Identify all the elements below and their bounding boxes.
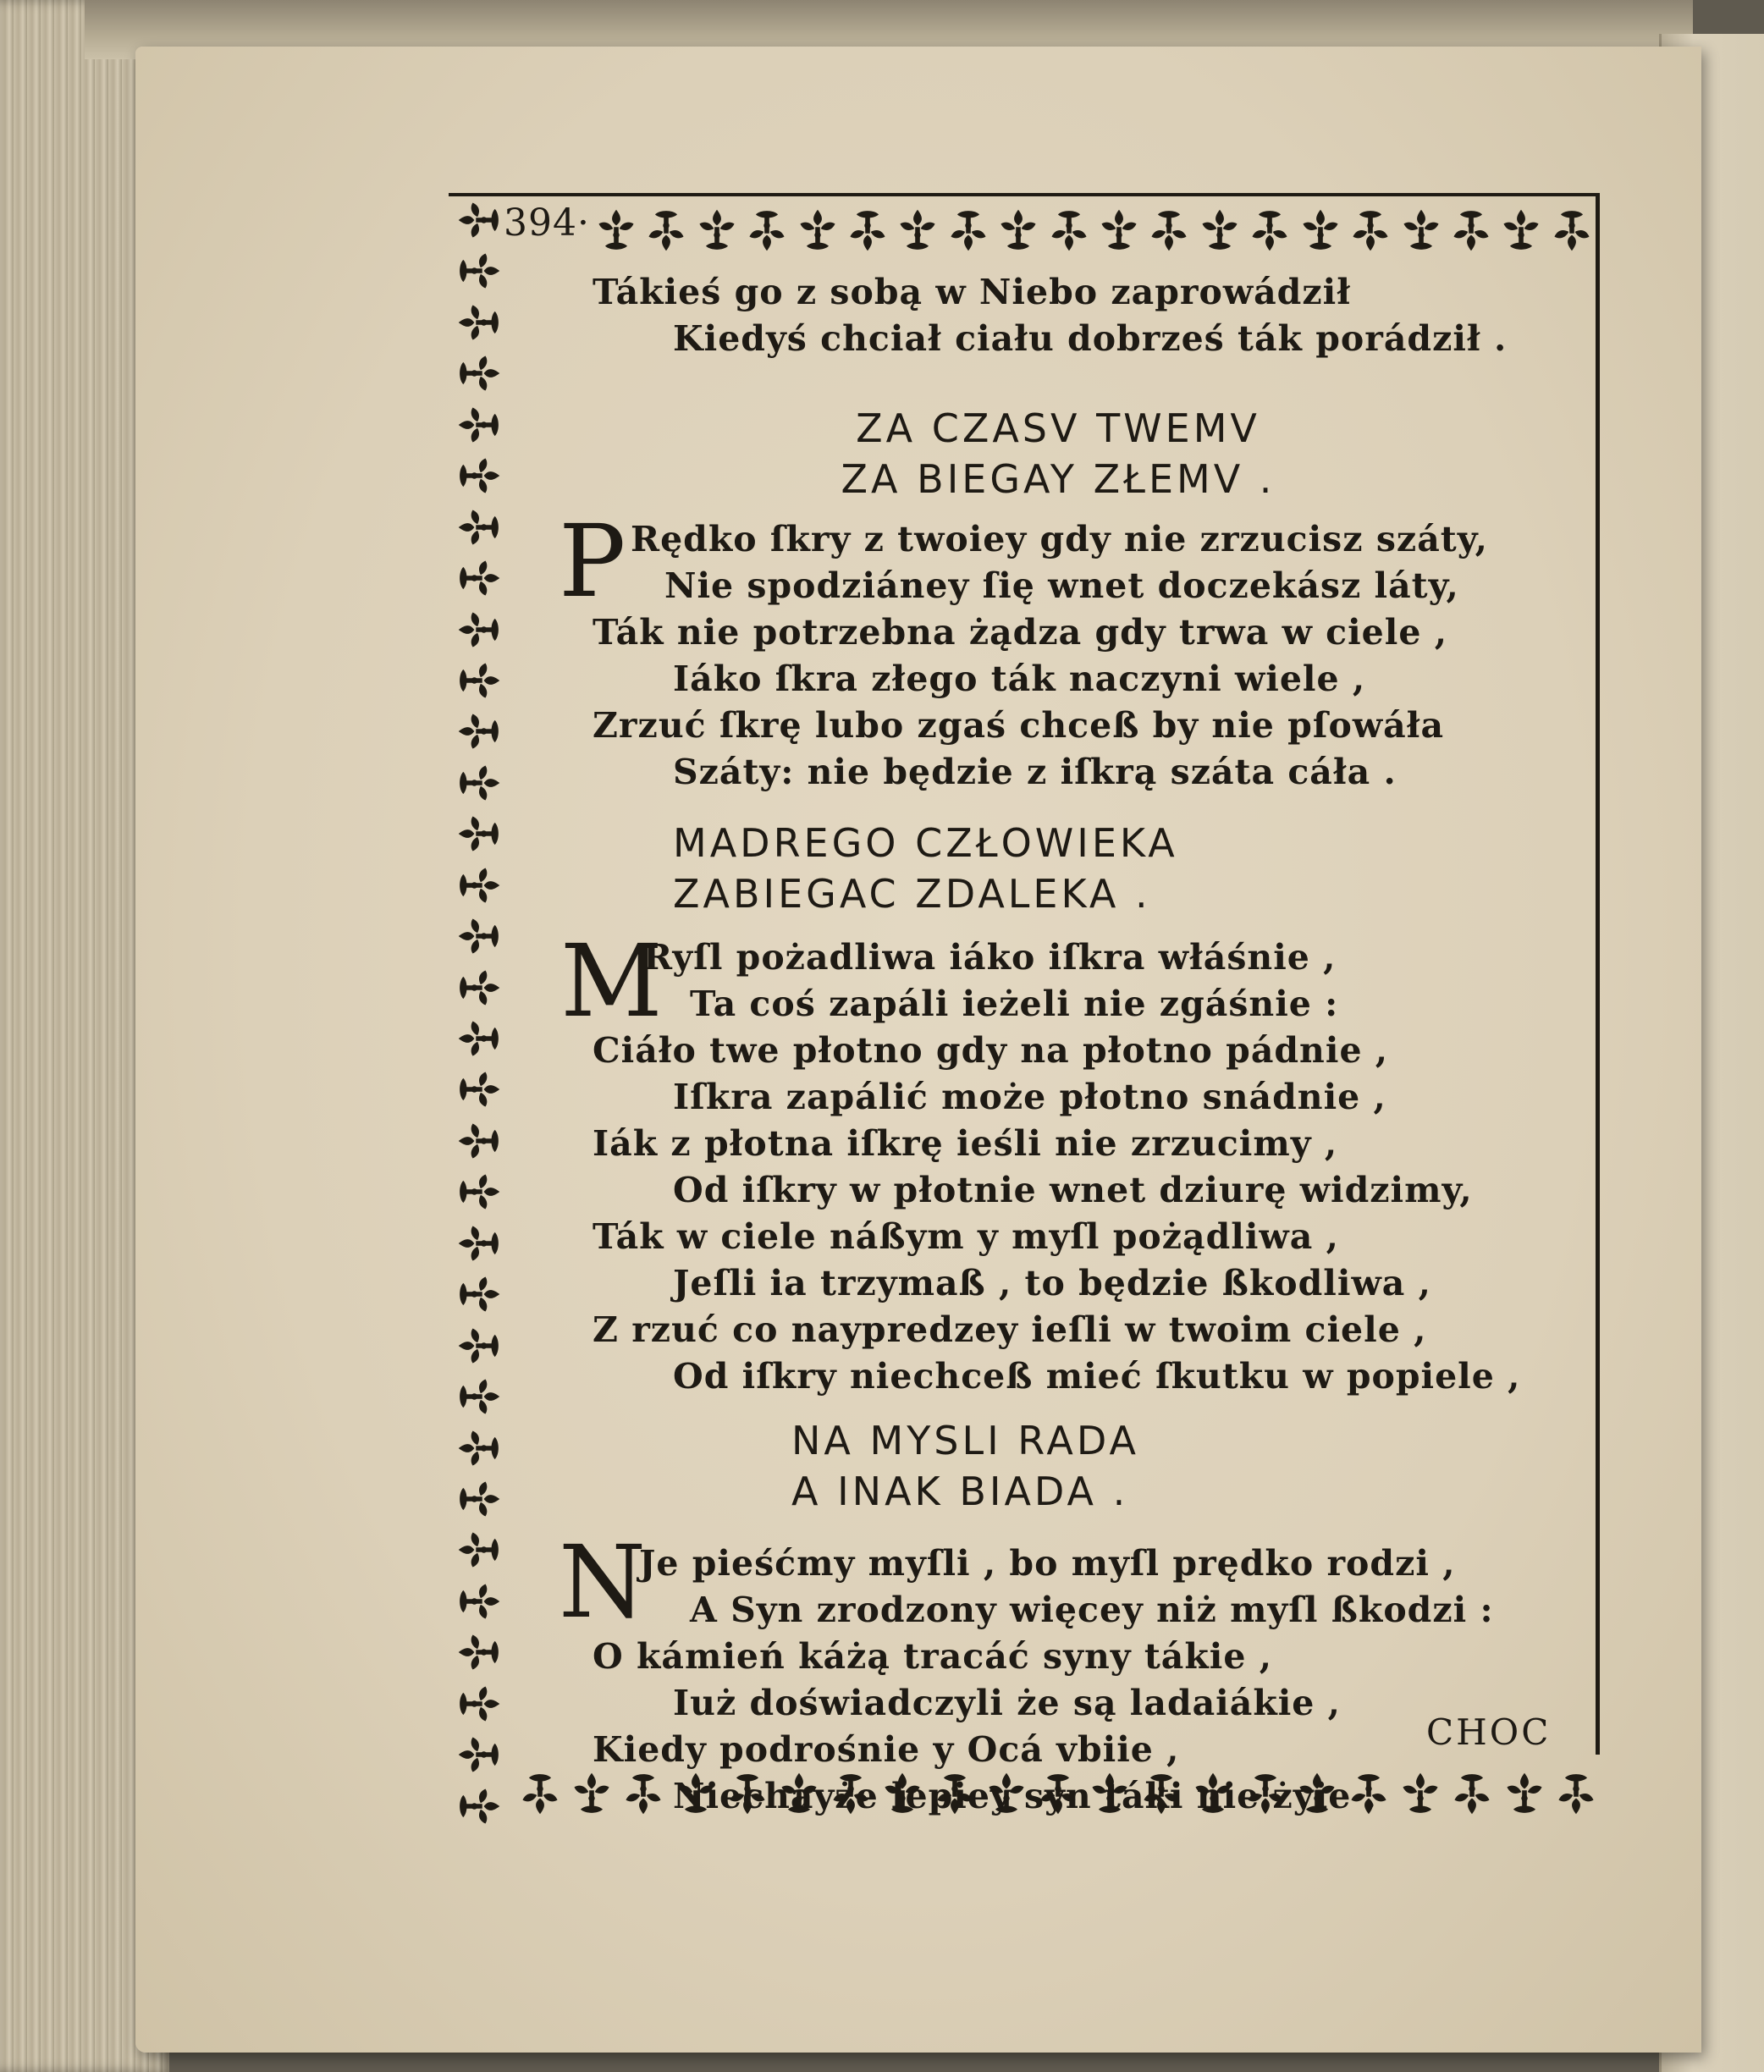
fleuron-icon [1397,207,1445,254]
fleuron-icon [1045,207,1093,254]
fleuron-icon [1297,207,1344,254]
fleuron-icon [1246,207,1293,254]
fleuron-icon [1347,207,1394,254]
stanza-2 [560,923,1574,1400]
fleuron-icon [455,196,503,244]
fleuron-icon [1548,207,1596,254]
ornament-border-top [593,196,1596,264]
fleuron-icon [455,401,503,449]
fleuron-icon [455,1628,503,1676]
verse-line: Tákieś go z sobą w Niebo zaprowádził [593,272,1351,312]
fleuron-icon [455,1680,503,1728]
ornament-border-left [446,196,512,1830]
verse-line: A Syn zrodzony więcey niż myſl ßkodzi : [690,1590,1494,1630]
verse-line: Ta coś zapáli ieżeli nie zgáśnie : [690,984,1339,1024]
verse-line: Száty: nie będzie z iſkrą száta cáła . [673,752,1397,792]
verse-line: Ryſl pożadliwa iáko iſkra włáśnie , [643,937,1337,978]
fleuron-icon [455,862,503,909]
fleuron-icon [455,759,503,807]
fleuron-icon [1196,207,1243,254]
fleuron-icon [455,350,503,397]
fleuron-icon [1145,207,1193,254]
fleuron-icon [794,207,841,254]
verse-line: Iſkra zapálić może płotno snádnie , [673,1077,1386,1117]
fleuron-icon [516,1770,564,1817]
fleuron-icon [455,708,503,755]
fleuron-icon [743,207,791,254]
verse-line: Iák z płotna iſkrę ieśli nie zrzucimy , [593,1123,1338,1164]
verse-line: Iuż doświadczyli że są ladaiákie , [673,1683,1341,1723]
verse-line: Ták nie potrzebna żądza gdy trwa w ciele , [593,612,1447,653]
fleuron-icon [455,606,503,653]
fleuron-icon [455,1783,503,1830]
fleuron-icon [455,1424,503,1472]
fleuron-icon [455,1168,503,1215]
fleuron-icon [455,810,503,857]
section-heading [593,403,1574,504]
verse-line: Niechayże lepiey syn táki nie żyie . [673,1776,1377,1816]
fleuron-icon [455,1066,503,1113]
fleuron-icon [455,964,503,1011]
fleuron-icon [455,1526,503,1573]
verse-line: Iáko ſkra złego ták naczyni wiele , [673,659,1366,699]
fleuron-icon [1095,207,1143,254]
page-number: 394· [504,201,590,245]
verse-line: Jeſli ia trzymaß , to będzie ßkodliwa , [673,1263,1431,1303]
fleuron-icon [995,207,1042,254]
drop-cap: M [560,923,663,1039]
verse-line: Zrzuć ſkrę lubo zgaś chceß by nie pſowáła [593,705,1445,746]
intro-stanza [593,269,1574,362]
drop-cap: N [559,1524,647,1640]
fleuron-icon [945,207,992,254]
catchword: CHOC [1426,1711,1552,1753]
verse-line: Nie spodziáney ſię wnet doczekász láty, [664,565,1459,606]
fleuron-icon [455,554,503,602]
drop-cap: P [559,503,626,620]
verse-line: Je pieśćmy myſli , bo myſl prędko rodzi , [639,1543,1456,1584]
fleuron-icon [693,207,741,254]
stanza-3 [559,1524,1574,1820]
fleuron-icon [455,1117,503,1165]
fleuron-icon [455,299,503,346]
fleuron-icon [593,207,640,254]
fleuron-icon [455,912,503,960]
heading-line: NA MYSLI RADA [791,1418,1139,1463]
verse-line: Kiedyś chciał ciału dobrześ ták porádził . [673,318,1508,359]
section-heading [593,818,1574,919]
fleuron-icon [455,247,503,295]
verse-line: Z rzuć co naypredzey ieſli w twoim ciele , [593,1309,1427,1350]
fleuron-icon [455,1220,503,1267]
verse-line: Rędko ſkry z twoiey gdy nie zrzucisz száty, [631,519,1488,559]
fleuron-icon [455,1015,503,1062]
fleuron-icon [642,207,690,254]
fleuron-icon [455,1322,503,1369]
poem-text [559,269,1574,1820]
heading-line: A INAK BIADA . [791,1469,1129,1514]
fleuron-icon [455,452,503,499]
fleuron-icon [455,1475,503,1523]
fleuron-icon [455,1578,503,1625]
fleuron-icon [455,1731,503,1778]
heading-line: MADREGO CZŁOWIEKA [673,820,1178,866]
verse-line: Kiedy podrośnie y Ocá vbiie , [593,1729,1180,1770]
heading-line: ZABIEGAC ZDALEKA . [673,871,1151,917]
heading-line: ZA CZASV TWEMV [856,405,1260,451]
fleuron-icon [844,207,891,254]
heading-line: ZA BIEGAY ZŁEMV . [841,456,1276,502]
fleuron-icon [455,1270,503,1318]
section-heading [593,1415,1574,1517]
fleuron-icon [1447,207,1495,254]
verse-line: O kámień káżą tracáć syny tákie , [593,1636,1272,1677]
fleuron-icon [894,207,941,254]
fleuron-icon [455,1373,503,1420]
fleuron-icon [455,504,503,551]
verse-line: Od iſkry niechceß mieć ſkutku w popiele , [673,1356,1521,1397]
verse-line: Ták w ciele náßym y myſl pożądliwa , [593,1216,1339,1257]
frame-right-rule [1596,193,1600,1755]
fleuron-icon [455,657,503,704]
verse-line: Ciáło twe płotno gdy na płotno pádnie , [593,1030,1389,1071]
stanza-1 [559,503,1574,796]
fleuron-icon [1497,207,1545,254]
verse-line: Od iſkry w płotnie wnet dziurę widzimy, [673,1170,1473,1210]
